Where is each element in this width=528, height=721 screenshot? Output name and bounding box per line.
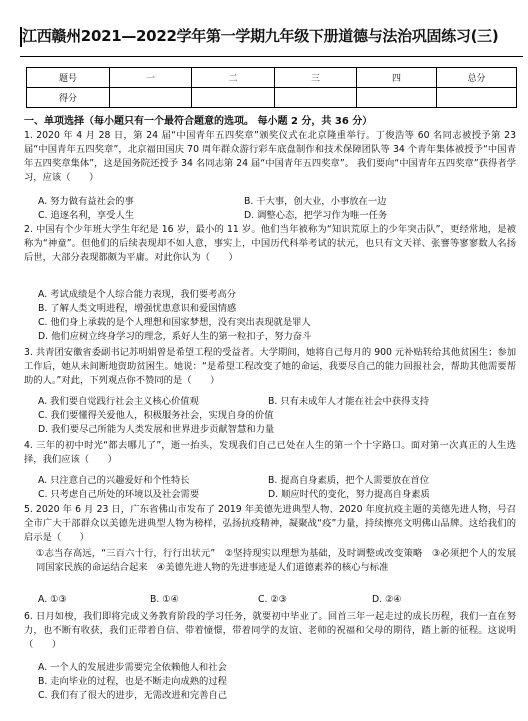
question-text: 6. 日月如梭，我们即将完成义务教育阶段的学习任务，就要初中毕业了。回首三年一起走过的成长历程，我们一直在努力，也不断有收获，我们正带着自信、带着憧憬，带着同学的友谊、老师的祝福和父母的期待，踏上新的征程。这说明（ ） [24,611,516,650]
question-4 [24,439,516,467]
option-c[interactable]: C. 追逐名利，享受人生 [38,210,135,221]
option-b[interactable]: B. 干大事，创大业，小事放在一边 [244,196,387,207]
score-header-cell: 题号 [27,68,110,88]
score-row-label: 得分 [27,88,110,108]
score-table-header-row [27,68,517,88]
question-text: 2. 中国有个少年班大学生年纪是 16 岁，最小的 11 岁。他们当年被称为“知识荒原上的少年突击队”，更经常地，是被称为“神童”。但他们的后续表现却不如人意，事实上，中国历代科举考试的状元，也只有文天祥、张謇等寥寥数人名扬后世，大部分表现都颇为平庸。对此你认为（ ） [24,224,516,263]
option-b[interactable]: B. 只有未成年人才能在社会中获得支持 [268,396,430,407]
question-1 [24,129,516,185]
option-c[interactable]: C. ②③ [258,594,288,605]
statement-list: ①志当存高远，“三百六十行，行行出状元” ②坚持现实以理想为基础，及时调整或改变策略 ③必须把个人的发展同国家民族的命运结合起来 ④美德先进人物的先进事迹是人们道德素养的核心与标准 [36,548,516,573]
option-c[interactable]: C. 我们要懂得关爱他人，积极服务社会，实现自身的价值 [38,410,274,421]
option-a[interactable]: A. 一个人的发展进步需要完全依赖他人和社会 [38,662,227,673]
option-a[interactable]: A. 只注意自己的兴趣爱好和个性特长 [38,475,190,486]
option-d[interactable]: D. 他们应树立终身学习的理念，系好人生的第一粒扣子，努力奋斗 [38,331,312,342]
title-divider [20,56,523,57]
score-cell[interactable] [275,88,357,108]
score-header-cell: 三 [275,68,357,88]
question-3 [24,346,516,388]
page-title: 江西赣州2021—2022学年第一学期九年级下册道德与法治巩固练习(三) [22,27,499,45]
question-text: 4. 三年的初中时光“都去哪儿了”，逝一抬头，发现我们自己已处在人生的第一个十字路口。面对第一次真正的人生选择，我们应该（ ） [24,440,516,465]
option-c[interactable]: C. 我们有了很大的进步，无需改进和完善自己 [38,690,228,701]
score-table [26,67,517,108]
question-2 [24,223,516,265]
score-cell[interactable] [192,88,275,108]
option-d[interactable]: D. ②④ [372,594,402,605]
option-a[interactable]: A. 我们要自觉践行社会主义核心价值观 [38,396,199,407]
option-d[interactable]: D. 调整心态，把学习作为唯一任务 [244,210,388,221]
option-c[interactable]: C. 他们身上承载的是个人理想和国家梦想，没有突出表现就是罪人 [38,317,311,328]
score-header-cell: 二 [192,68,275,88]
option-c[interactable]: C. 只考虑自己所处的环境以及社会需要 [38,489,200,500]
score-cell[interactable] [357,88,437,108]
score-header-cell: 一 [110,68,192,88]
score-table-score-row [27,88,517,108]
section-heading: 一、单项选择（每小题只有一个最符合题意的选项。 每小题 2 分，共 36 分） [24,116,373,127]
option-b[interactable]: B. 走向毕业的过程，也是不断走向成熟的过程 [38,676,227,687]
question-text: 3. 共青团安徽省委副书记苏明娟曾是希望工程的受益者。大学期间，她将自己每月的 900 元补贴转给其他贫困生；参加工作后，她从未间断地资助贫困生。她说：“是希望工程改变了她的命运，我要尽自己的能力回报社会，帮助其他需要帮助的人。”对此，下列观点你不赞同的是（ ） [24,347,516,386]
score-cell[interactable] [110,88,192,108]
question-5-statements [36,547,516,575]
option-a[interactable]: A. ①③ [38,594,67,605]
score-header-cell: 四 [357,68,437,88]
question-5 [24,503,516,545]
option-d[interactable]: D. 顺应时代的变化，努力提高自身素质 [268,489,430,500]
score-cell[interactable] [437,88,517,108]
question-6 [24,610,516,652]
option-b[interactable]: B. 了解人类文明进程，增强忧患意识和爱国情感 [38,303,237,314]
option-a[interactable]: A. 考试成绩是个人综合能力表现，我们要考高分 [38,289,237,300]
question-text: 1. 2020 年 4 月 28 日，第 24 届“中国青年五四奖章”颁奖仪式在北京隆重举行。丁俊浩等 60 名同志被授予第 23 届“中国青年五四奖章”，北京福田国庆 70 周年群众游行彩车底盘制作和技术保障团队等 34 个青年集体被授予“中国青年五四奖章集体”，这是国务院还授予 34 名同志第 24 届“中国青年五四奖章”。 我们要向“中国青年五四奖章”获得者学习，应该（ ） [24,130,516,183]
option-d[interactable]: D. 我们要尽己所能为人类发展和世界进步贡献智慧和力量 [38,424,275,435]
option-a[interactable]: A. 努力做有益社会的事 [38,196,134,207]
option-b[interactable]: B. 提高自身素质，把个人需要放在首位 [268,475,430,486]
question-text: 5. 2020 年 6 月 23 日，广东省佛山市发布了 2019 年美德先进典型人物、2020 年度抗疫主题的美德先进人物，号召全市广大干部群众以美德先进典型人物为榜样，弘扬抗疫精神，凝聚战“疫”力量，持续擦亮文明佛山品牌。这给我们的启示是（ ） [24,504,516,543]
option-b[interactable]: B. ①④ [150,594,179,605]
score-header-cell: 总分 [437,68,517,88]
